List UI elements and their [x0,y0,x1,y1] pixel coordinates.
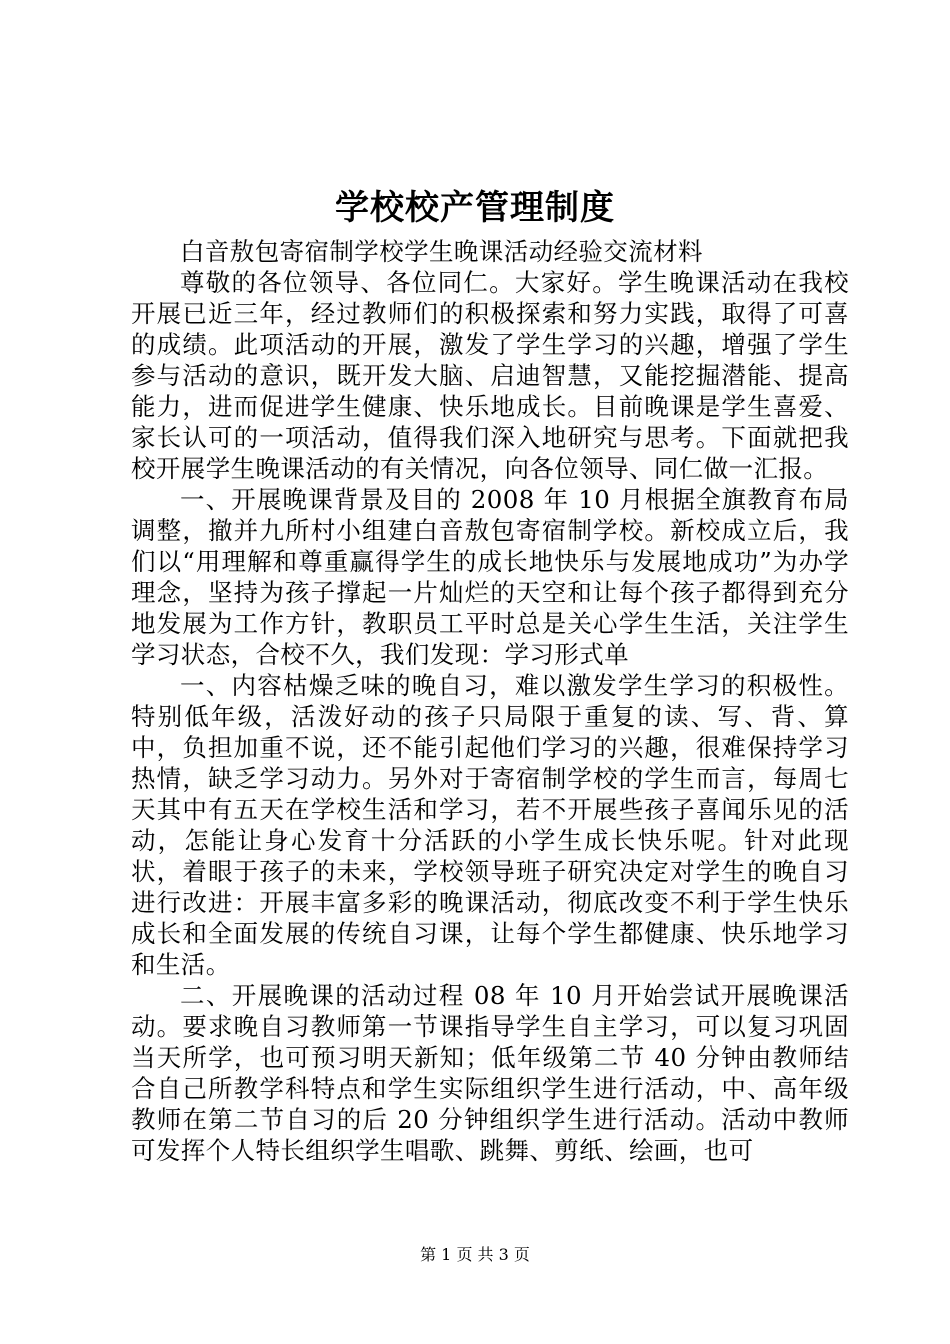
document-subtitle: 白音敖包寄宿制学校学生晚课活动经验交流材料 [180,237,703,266]
paragraph-greeting: 尊敬的各位领导、各位同仁。大家好。学生晚课活动在我校开展已近三年，经过教师们的积极探索和努力实践，取得了可喜的成绩。此项活动的开展，激发了学生学习的兴趣，增强了学生参与活动的意识，既开发大脑、启迪智慧，又能挖掘潜能、提高能力，进而促进学生健康、快乐地成长。目前晚课是学生喜爱、家长认可的一项活动，值得我们深入地研究与思考。下面就把我校开展学生晚课活动的有关情况，向各位领导、同仁做一汇报。 [131,268,849,483]
paragraph-background: 一、开展晚课背景及目的 2008 年 10 月根据全旗教育布局调整，撤并九所村小组建白音敖包寄宿制学校。新校成立后，我们以“用理解和尊重赢得学生的成长地快乐与发展地成功”为办学理念，坚持为孩子撑起一片灿烂的天空和让每个孩子都得到充分地发展为工作方针，教职员工平时总是关心学生生活，关注学生学习状态，合校不久，我们发现：学习形式单 [131,485,849,669]
page-footer: 第 1 页 共 3 页 [420,1245,530,1264]
page-title: 学校校产管理制度 [335,188,615,228]
paragraph-process: 二、开展晚课的活动过程 08 年 10 月开始尝试开展晚课活动。要求晚自习教师第一节课指导学生自主学习，可以复习巩固当天所学，也可预习明天新知；低年级第二节 40 分钟由教师结合自己所教学科特点和学生实际组织学生进行活动，中、高年级教师在第二节自习的后 20 分钟组织学生进行活动。活动中教师可发挥个人特长组织学生唱歌、跳舞、剪纸、绘画，也可 [131,981,849,1165]
paragraph-problem: 一、内容枯燥乏味的晚自习，难以激发学生学习的积极性。特别低年级，活泼好动的孩子只局限于重复的读、写、背、算中，负担加重不说，还不能引起他们学习的兴趣，很难保持学习热情，缺乏学习动力。另外对于寄宿制学校的学生而言，每周七天其中有五天在学校生活和学习，若不开展些孩子喜闻乐见的活动，怎能让身心发育十分活跃的小学生成长快乐呢。针对此现状，着眼于孩子的未来，学校领导班子研究决定对学生的晚自习进行改进：开展丰富多彩的晚课活动，彻底改变不利于学生快乐成长和全面发展的传统自习课，让每个学生都健康、快乐地学习和生活。 [131,671,849,979]
document-body [131,236,849,1166]
